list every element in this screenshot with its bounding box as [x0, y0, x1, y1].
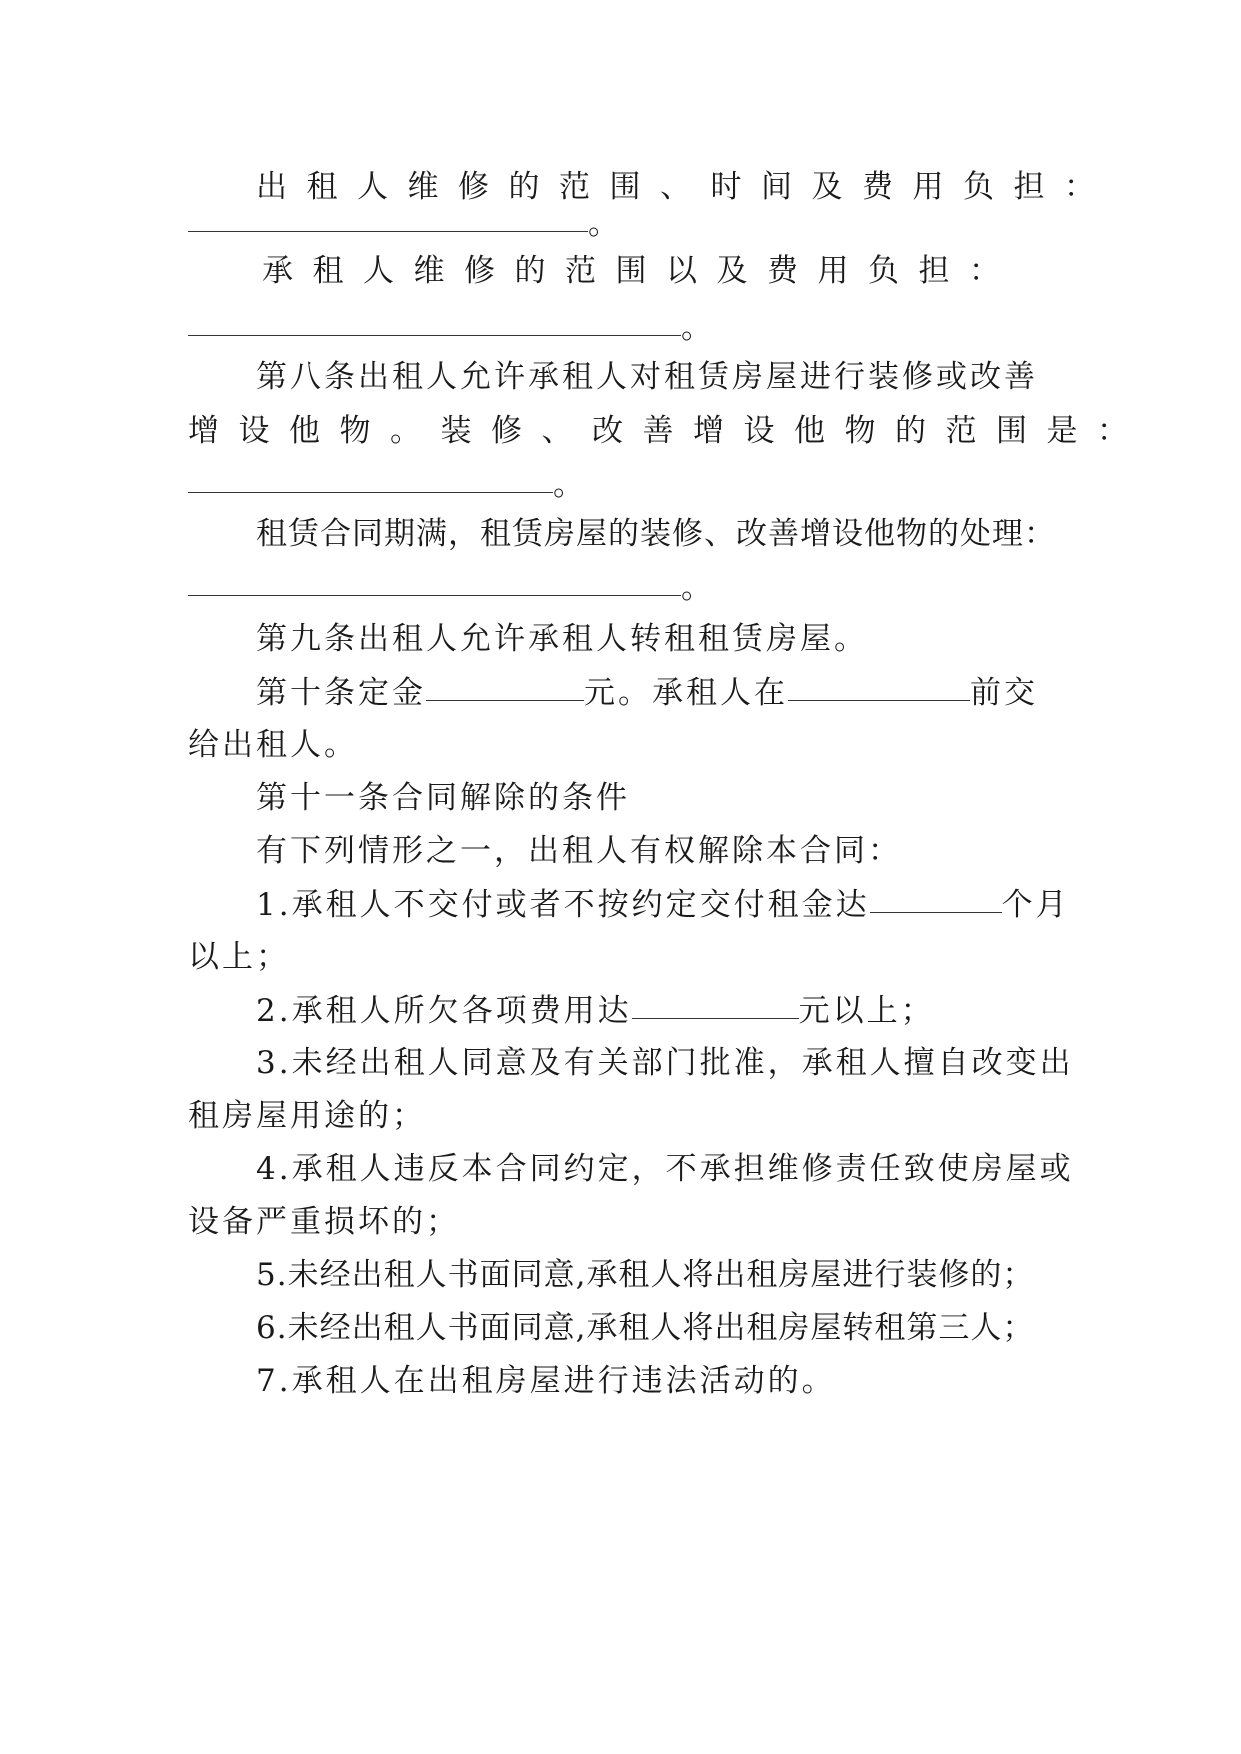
fill-blank [188, 201, 588, 232]
line-text: 第九条出租人允许承租人转租租赁房屋。 [256, 621, 868, 657]
paragraph-line [188, 565, 1054, 609]
fill-blank [788, 670, 970, 701]
fill-blank [188, 462, 553, 493]
paragraph-line [256, 1041, 1074, 1085]
line-text: 第十条定金 [256, 675, 426, 711]
line-text: 前交 [970, 675, 1038, 711]
paragraph-line [256, 1147, 1074, 1191]
line-text: 有下列情形之一，出租人有权解除本合同： [256, 833, 902, 869]
line-text: 。 [553, 467, 584, 503]
paragraph-line [188, 462, 1054, 506]
line-text: 设备严重损坏的； [188, 1204, 460, 1240]
paragraph-line [256, 1306, 1054, 1350]
line-text: 出租人维修的范围、时间及费用负担： [256, 169, 1115, 205]
paragraph-line [256, 1359, 1054, 1403]
paragraph-line [188, 1200, 1054, 1244]
line-text: 第十一条合同解除的条件 [256, 780, 630, 816]
fill-blank [426, 670, 584, 701]
paragraph-line [188, 409, 1148, 453]
line-text: 7.承租人在出租房屋进行违法活动的。 [256, 1363, 836, 1399]
fill-blank [632, 988, 799, 1019]
paragraph-line [262, 249, 1060, 293]
line-text: 2.承租人所欠各项费用达 [256, 993, 632, 1029]
line-text: 5.未经出租人书面同意,承租人将出租房屋进行装修的； [256, 1257, 1035, 1293]
paragraph-line [256, 776, 1054, 820]
line-text: 1.承租人不交付或者不按约定交付租金达 [256, 887, 870, 923]
line-text: 。 [681, 570, 712, 606]
line-text: 第八条出租人允许承租人对租赁房屋进行装修或改善 [256, 359, 1038, 395]
line-text: 。 [588, 206, 619, 242]
line-text: 。 [681, 310, 712, 346]
fill-blank [870, 882, 1002, 913]
line-text: 增设他物。装修、改善增设他物的范围是： [188, 413, 1148, 449]
line-text: 3.未经出租人同意及有关部门批准，承租人擅自改变出 [256, 1045, 1074, 1081]
paragraph-line [256, 882, 1070, 926]
fill-blank [188, 305, 681, 336]
paragraph-line [188, 305, 1054, 349]
paragraph-line [188, 1094, 1054, 1138]
line-text: 4.承租人违反本合同约定，不承担维修责任致使房屋或 [256, 1151, 1074, 1187]
paragraph-line [256, 355, 1054, 399]
line-text: 6.未经出租人书面同意,承租人将出租房屋转租第三人； [256, 1310, 1035, 1346]
line-text: 以上； [188, 939, 290, 975]
paragraph-line [188, 935, 1054, 979]
line-text: 给出租人。 [188, 727, 358, 763]
paragraph-line [256, 670, 1054, 714]
paragraph-line [256, 617, 1054, 661]
paragraph-line [256, 512, 1054, 556]
line-text: 租赁合同期满，租赁房屋的装修、改善增设他物的处理： [256, 516, 1056, 552]
paragraph-line [256, 829, 1054, 873]
paragraph-line [188, 201, 1054, 245]
fill-blank [188, 565, 681, 596]
line-text: 个月 [1001, 887, 1070, 923]
line-text: 承租人维修的范围以及费用负担： [262, 253, 1020, 289]
line-text: 元以上； [798, 993, 935, 1029]
paragraph-line [256, 988, 1054, 1032]
paragraph-line [188, 723, 1054, 767]
line-text: 租房屋用途的； [188, 1098, 426, 1134]
paragraph-line [256, 1253, 1054, 1297]
line-text: 元。承租人在 [584, 675, 788, 711]
